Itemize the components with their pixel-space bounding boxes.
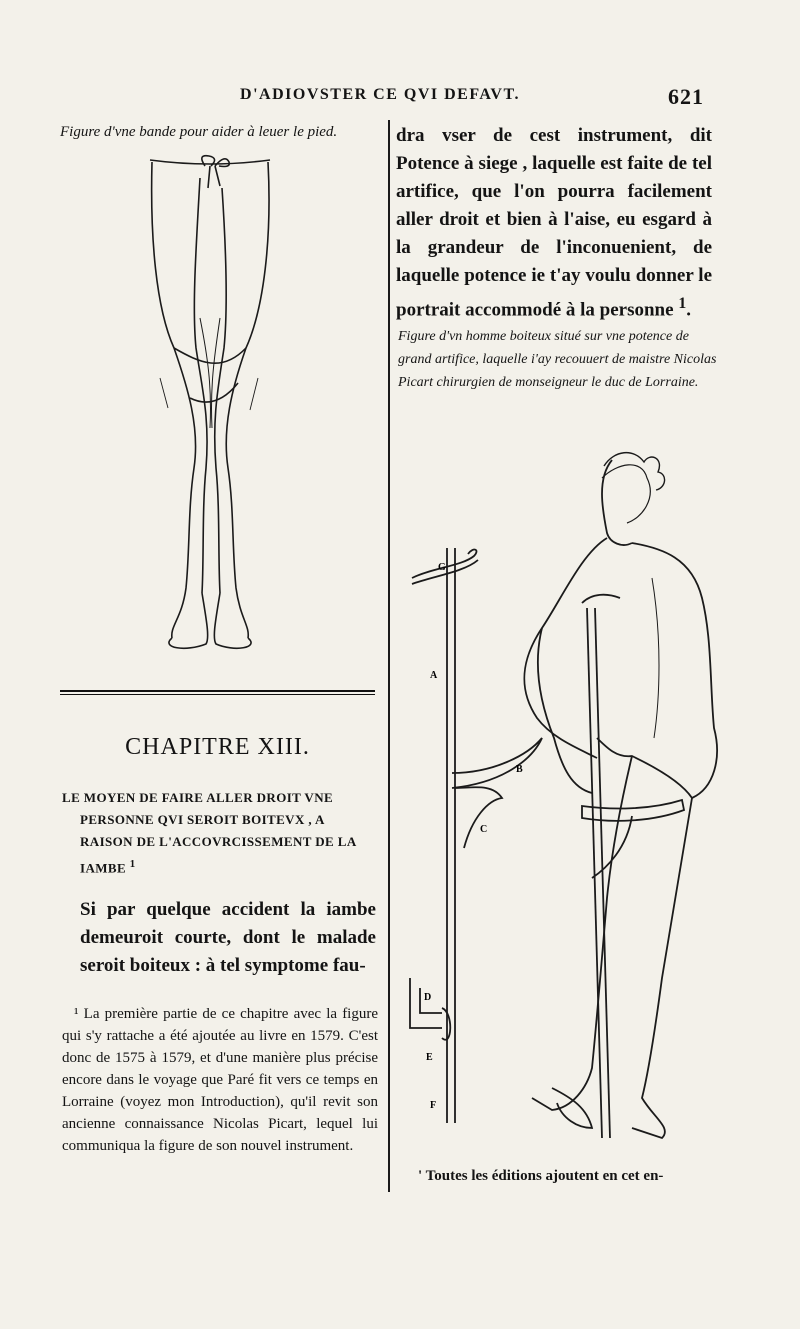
- footnote-marker: ¹: [74, 1006, 79, 1022]
- figure-label-f: F: [430, 1100, 437, 1111]
- body-note-marker: 1: [678, 295, 687, 312]
- chapter-subtitle-last: IAMBE: [80, 860, 127, 876]
- chapter-subtitle-line: RAISON DE L'ACCOVRCISSEMENT DE LA: [80, 834, 357, 849]
- body-text: dra vser de cest instrument, dit Potence à siege , laquelle est faite de tel artifice, que l'on pourra facilement aller droit et bien à l'aise, eu esgard à la grandeur de l'inconuenient, de laquelle potence ie t'ay voulu donner le portrait accommodé à la personne: [396, 125, 712, 321]
- figure-label-d: D: [424, 992, 432, 1003]
- chapter-subtitle-line: [80, 853, 376, 879]
- chapter-note-marker: 1: [129, 858, 136, 870]
- chapter-rule-bottom: [60, 694, 375, 695]
- figure-label-g: G: [438, 562, 446, 573]
- column-divider: [388, 120, 390, 1192]
- chapter-subtitle: [62, 787, 376, 879]
- footnote-text: La première partie de ce chapitre avec la figure qui s'y rattache a été ajoutée au livre en 1579. C'est donc de 1575 à 1579, et d'une manière plus précise encore dans le voyage que Paré fit vers ce temps en Lorraine (voyez mon Introduction), qu'il revit son ancienne connaissance Nicolas Picart, lequel lui communiqua la figure de son nouvel instrument.: [62, 1006, 379, 1154]
- legs-bandage-illustration: [130, 148, 290, 658]
- figure-label-e: E: [426, 1052, 433, 1063]
- left-footnote: [62, 1003, 378, 1157]
- figure-label-c: C: [480, 824, 488, 835]
- running-title: D'ADIOVSTER CE QVI DEFAVT.: [240, 86, 520, 103]
- right-body-text: dra vser de cest instrument, dit Potence à siege , laquelle est faite de tel artifice, que l'on pourra facilement aller droit et bien à l'aise, eu esgard à la grandeur de l'inconuenient, de laquelle potence ie t'ay voulu donner le portrait accommodé à la personne $^1$.: [396, 125, 712, 321]
- figure-label-a: A: [430, 670, 438, 681]
- chapter-subtitle-line: PERSONNE QVI SEROIT BOITEVX , A: [80, 812, 325, 827]
- page-number: 621: [668, 84, 704, 109]
- chapter-opening-text: Si par quelque accident la iambe demeuroit courte, dont le malade seroit boiteux : à tel symptome fau-: [80, 899, 376, 976]
- crutch-seat-illustration: [392, 438, 752, 1150]
- figure-label-b: B: [516, 764, 523, 775]
- right-figure-caption: Figure d'vn homme boiteux situé sur vne potence de grand artifice, laquelle i'ay recouuert de maistre Nicolas Picart chirurgien de monseigneur le duc de Lorraine.: [398, 329, 717, 390]
- chapter-title: CHAPITRE XIII.: [125, 734, 310, 760]
- left-figure-caption: Figure d'vne bande pour aider à leuer le pied.: [60, 124, 338, 140]
- chapter-subtitle-line: LE MOYEN DE FAIRE ALLER DROIT VNE: [62, 790, 334, 805]
- chapter-rule-top: [60, 690, 375, 692]
- right-footnote: ' Toutes les éditions ajoutent en cet en-: [418, 1168, 664, 1184]
